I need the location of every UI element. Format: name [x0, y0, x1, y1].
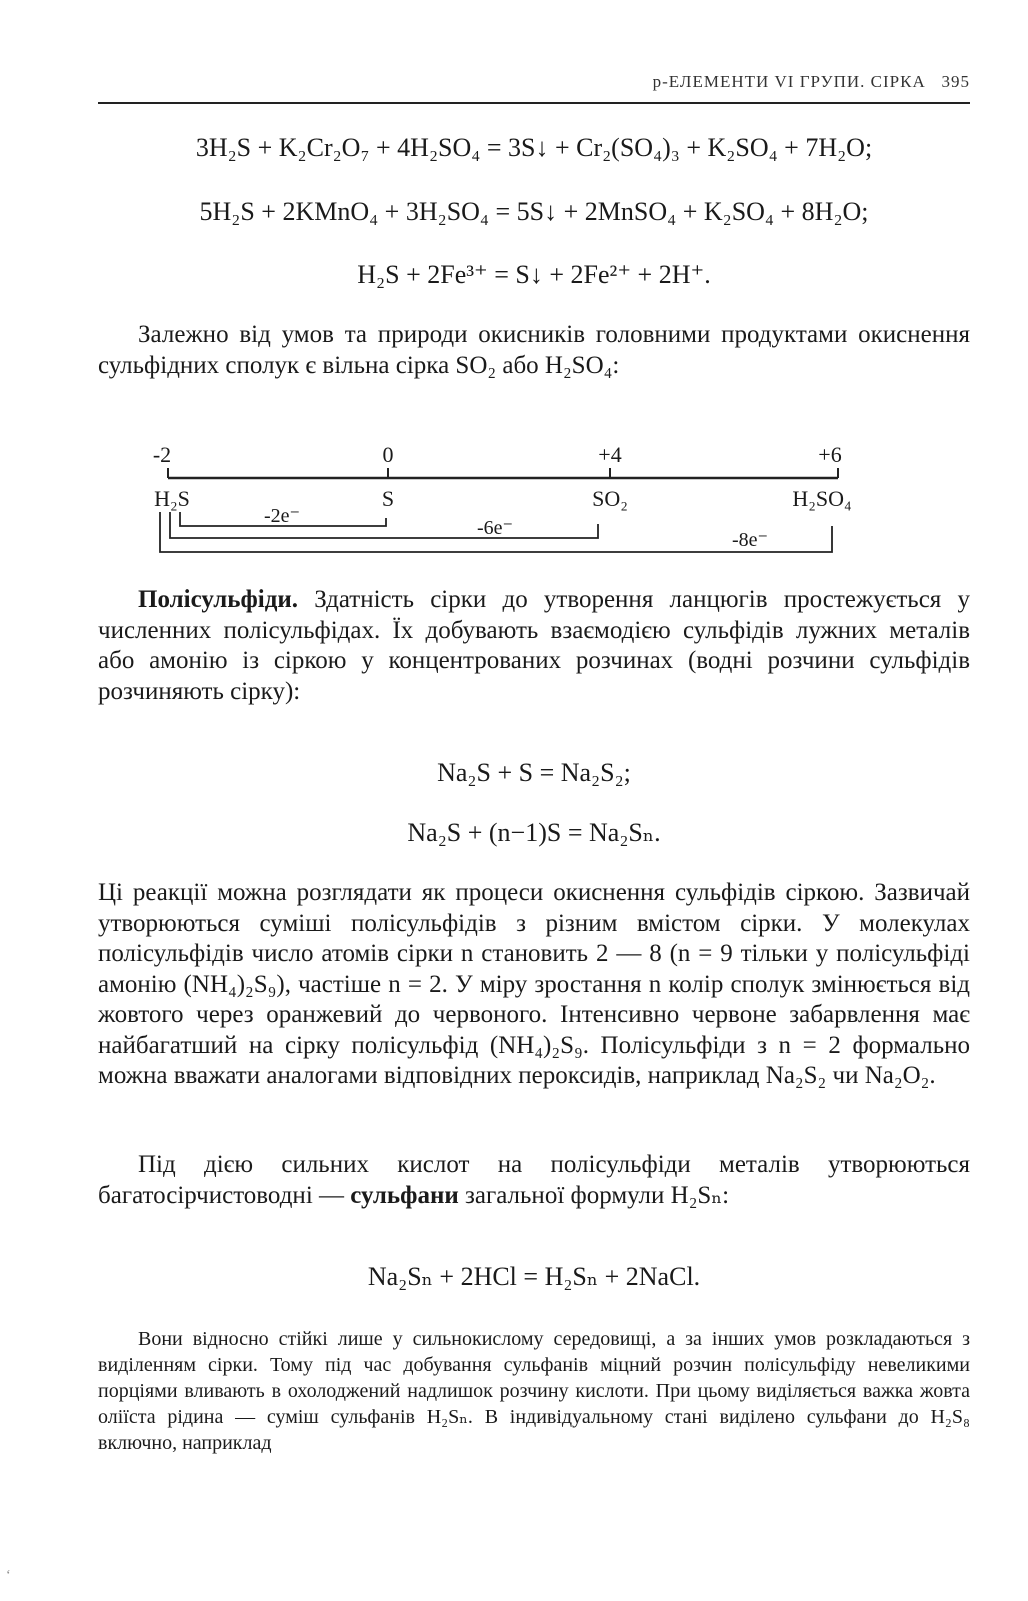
species-h2s: H₂S	[154, 486, 190, 511]
electrons-2e: -2e⁻	[263, 505, 301, 527]
page-header	[98, 62, 970, 104]
species-so2: SO₂	[592, 486, 628, 511]
electrons-8e: -8e⁻	[731, 529, 769, 551]
margin-mark: ʻ	[6, 1568, 11, 1583]
paragraph-sulfanes	[98, 1150, 970, 1211]
running-head-title: p-ЕЛЕМЕНТИ VI ГРУПИ. СІРКА	[652, 72, 926, 91]
oxidation-state-diagram	[150, 440, 870, 560]
ox-state-0: 0	[382, 442, 394, 467]
paragraph-oxidation-products: Залежно від умов та природи окисників головними продуктами окиснення сульфідних сполук є вільна сірка SO₂ або H₂SO₄:	[98, 321, 970, 379]
species-s: S	[381, 486, 395, 511]
equation-6: Na₂Sₙ + 2HCl = H₂Sₙ + 2NaCl.	[367, 1262, 701, 1291]
running-head	[653, 72, 970, 92]
ox-state-plus6: +6	[818, 442, 842, 467]
equation-2: 5H₂S + 2KMnO₄ + 3H₂SO₄ = 5S↓ + 2MnSO₄ + K₂SO₄ + 8H₂O;	[199, 197, 869, 226]
polysulfides-text: Здатність сірки до утворення ланцюгів простежується у численних полісульфідах. Їх добувають взаємодією сульфідів лужних металів або амонію із сіркою у концентрованих розчинах (водні розчини сульфідів розчиняють сірку):	[98, 586, 970, 705]
equation-1: 3H₂S + K₂Cr₂O₇ + 4H₂SO₄ = 3S↓ + Cr₂(SO₄)₃ + K₂SO₄ + 7H₂O;	[195, 133, 873, 162]
species-h2so4: H₂SO₄	[792, 486, 852, 511]
sulfanes-text-before: Під дією сильних кислот на полісульфіди металів утворюються багатосірчистоводні —	[98, 1151, 970, 1209]
equation-3: H₂S + 2Fe³⁺ = S↓ + 2Fe²⁺ + 2H⁺.	[357, 260, 711, 289]
paragraph-polysulfides	[98, 585, 970, 707]
equation-4: Na₂S + S = Na₂S₂;	[437, 758, 631, 787]
ox-state-minus2: -2	[152, 442, 172, 467]
term-sulfanes: сульфани	[350, 1181, 459, 1209]
paragraph-reactions: Ці реакції можна розглядати як процеси окиснення сульфідів сіркою. Зазвичай утворюються суміші полісульфідів з різним вмістом сірки. У молекулах полісульфідів число атомів сірки n становить 2 — 8 (n = 9 тільки у полісульфіді амонію (NH₄)₂S₉), частіше n = 2. У міру зростання n колір сполук змінюється від жовтого через оранжевий до червоного. Інтенсивно червоне забарвлення має найбагатший на сірку полісульфід (NH₄)₂S₉. Полісульфіди з n = 2 формально можна вважати аналогами відповідних пероксидів, наприклад Na₂S₂ чи Na₂O₂.	[98, 879, 970, 1089]
page-number: 395	[941, 72, 970, 91]
ox-state-plus4: +4	[598, 442, 622, 467]
term-polysulfides: Полісульфіди.	[138, 586, 299, 613]
bracket-6e	[170, 512, 598, 538]
equation-5: Na₂S + (n−1)S = Na₂Sₙ.	[407, 818, 661, 847]
sulfanes-text-after: загальної формули H₂Sₙ:	[458, 1181, 730, 1209]
small-print-paragraph: Вони відносно стійкі лише у сильнокислому середовищі, а за інших умов розкладаються з виділенням сірки. Тому під час добування сульфанів міцний розчин полісульфіду невеликими порціями вливають в охолоджений надлишок розчину кислоти. При цьому виділяється важка жовта оліїста рідина — суміш сульфанів H₂Sₙ. В індивідуальному стані виділено сульфани до H₂S₈ включно, наприклад	[98, 1328, 970, 1454]
electrons-6e: -6e⁻	[476, 517, 514, 539]
